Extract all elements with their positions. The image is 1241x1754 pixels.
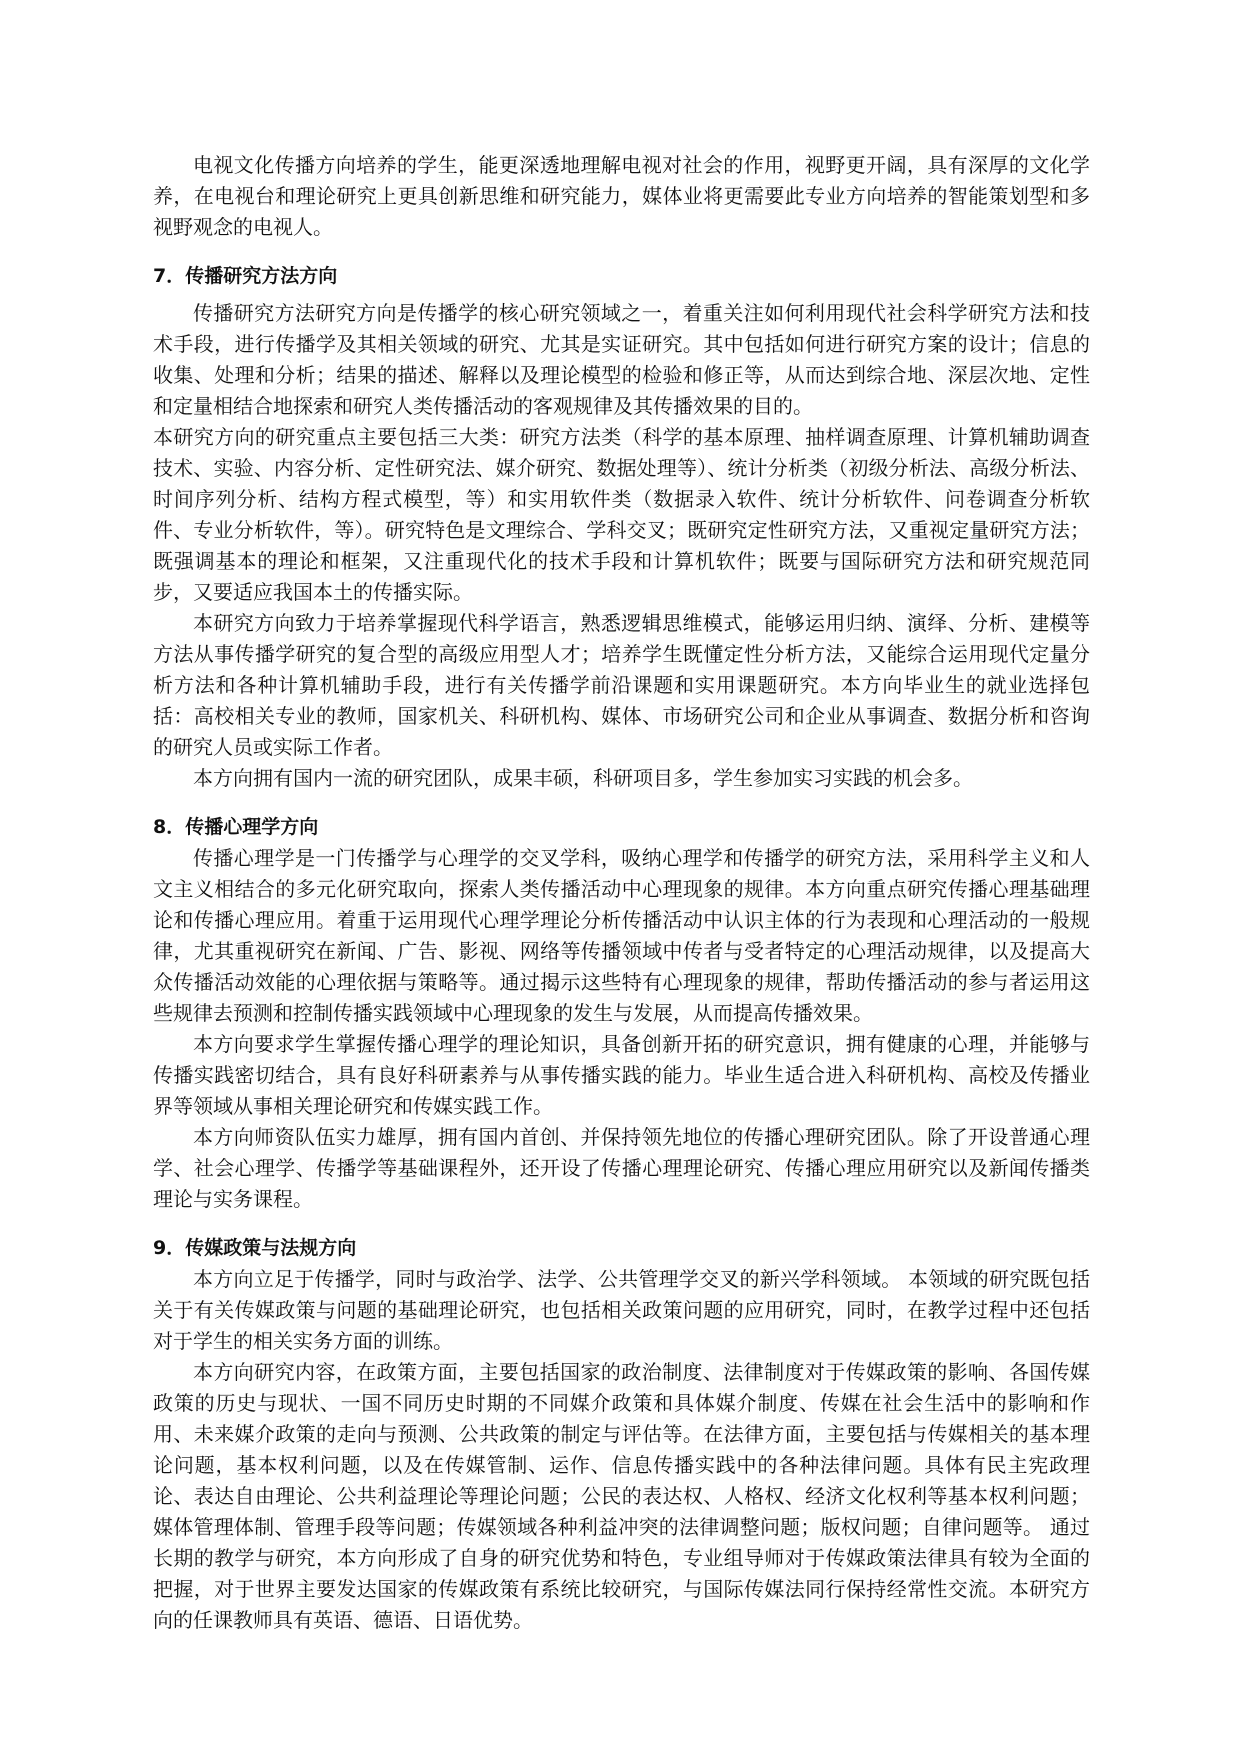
section-paragraph: 本方向拥有国内一流的研究团队，成果丰硕，科研项目多，学生参加实习实践的机会多。 [193, 766, 973, 790]
section-paragraph: 本方向师资队伍实力雄厚，拥有国内首创、并保持领先地位的传播心理研究团队。除了开设普通心理学、社会心理学、传播学等基础课程外，还开设了传播心理理论研究、传播心理应用研究以及新闻传播类理论与实务课程。 [153, 1125, 1090, 1211]
section-heading-media-policy-law: 9．传媒政策与法规方向 [153, 1237, 357, 1259]
section-heading-communication-psychology: 8．传播心理学方向 [153, 816, 319, 838]
section-heading-research-methods: 7．传播研究方法方向 [153, 265, 338, 287]
intro-paragraph: 电视文化传播方向培养的学生，能更深透地理解电视对社会的作用，视野更开阔，具有深厚的文化学养，在电视台和理论研究上更具创新思维和研究能力，媒体业将更需要此专业方向培养的智能策划型和多视野观念的电视人。 [153, 153, 1090, 239]
section-paragraph: 本研究方向致力于培养掌握现代科学语言，熟悉逻辑思维模式，能够运用归纳、演绎、分析、建模等方法从事传播学研究的复合型的高级应用型人才；培养学生既懂定性分析方法，又能综合运用现代定量分析方法和各种计算机辅助手段，进行有关传播学前沿课题和实用课题研究。本方向毕业生的就业选择包括：高校相关专业的教师，国家机关、科研机构、媒体、市场研究公司和企业从事调查、数据分析和咨询的研究人员或实际工作者。 [153, 611, 1090, 759]
section-paragraph: 本研究方向的研究重点主要包括三大类：研究方法类（科学的基本原理、抽样调查原理、计算机辅助调查技术、实验、内容分析、定性研究法、媒介研究、数据处理等）、统计分析类（初级分析法、高级分析法、时间序列分析、结构方程式模型，等）和实用软件类（数据录入软件、统计分析软件、问卷调查分析软件、专业分析软件，等）。研究特色是文理综合、学科交叉；既研究定性研究方法，又重视定量研究方法；既强调基本的理论和框架，又注重现代化的技术手段和计算机软件；既要与国际研究方法和研究规范同步，又要适应我国本土的传播实际。 [153, 425, 1090, 604]
document-page [153, 150, 1090, 1636]
section-paragraph: 本方向研究内容，在政策方面，主要包括国家的政治制度、法律制度对于传媒政策的影响、各国传媒政策的历史与现状、一国不同历史时期的不同媒介政策和具体媒介制度、传媒在社会生活中的影响和作用、未来媒介政策的走向与预测、公共政策的制定与评估等。在法律方面，主要包括与传媒相关的基本理论问题，基本权利问题，以及在传媒管制、运作、信息传播实践中的各种法律问题。具体有民主宪政理论、表达自由理论、公共利益理论等理论问题；公民的表达权、人格权、经济文化权利等基本权利问题；媒体管理体制、管理手段等问题；传媒领域各种利益冲突的法律调整问题；版权问题；自律问题等。 通过长期的教学与研究，本方向形成了自身的研究优势和特色，专业组导师对于传媒政策法律具有较为全面的把握，对于世界主要发达国家的传媒政策有系统比较研究，与国际传媒法同行保持经常性交流。本研究方向的任课教师具有英语、德语、日语优势。 [153, 1360, 1090, 1632]
section-paragraph: 本方向要求学生掌握传播心理学的理论知识，具备创新开拓的研究意识，拥有健康的心理，并能够与传播实践密切结合，具有良好科研素养与从事传播实践的能力。毕业生适合进入科研机构、高校及传播业界等领域从事相关理论研究和传媒实践工作。 [153, 1032, 1090, 1118]
section-paragraph: 传播研究方法研究方向是传播学的核心研究领域之一，着重关注如何利用现代社会科学研究方法和技术手段，进行传播学及其相关领域的研究、尤其是实证研究。其中包括如何进行研究方案的设计；信息的收集、处理和分析；结果的描述、解释以及理论模型的检验和修正等，从而达到综合地、深层次地、定性和定量相结合地探索和研究人类传播活动的客观规律及其传播效果的目的。 [153, 301, 1090, 418]
section-paragraph: 传播心理学是一门传播学与心理学的交叉学科，吸纳心理学和传播学的研究方法，采用科学主义和人文主义相结合的多元化研究取向，探索人类传播活动中心理现象的规律。本方向重点研究传播心理基础理论和传播心理应用。着重于运用现代心理学理论分析传播活动中认识主体的行为表现和心理活动的一般规律，尤其重视研究在新闻、广告、影视、网络等传播领域中传者与受者特定的心理活动规律，以及提高大众传播活动效能的心理依据与策略等。通过揭示这些特有心理现象的规律，帮助传播活动的参与者运用这些规律去预测和控制传播实践领域中心理现象的发生与发展，从而提高传播效果。 [153, 846, 1090, 1025]
section-paragraph: 本方向立足于传播学，同时与政治学、法学、公共管理学交叉的新兴学科领域。 本领域的研究既包括关于有关传媒政策与问题的基础理论研究，也包括相关政策问题的应用研究，同时，在教学过程中还包括对于学生的相关实务方面的训练。 [153, 1267, 1090, 1353]
